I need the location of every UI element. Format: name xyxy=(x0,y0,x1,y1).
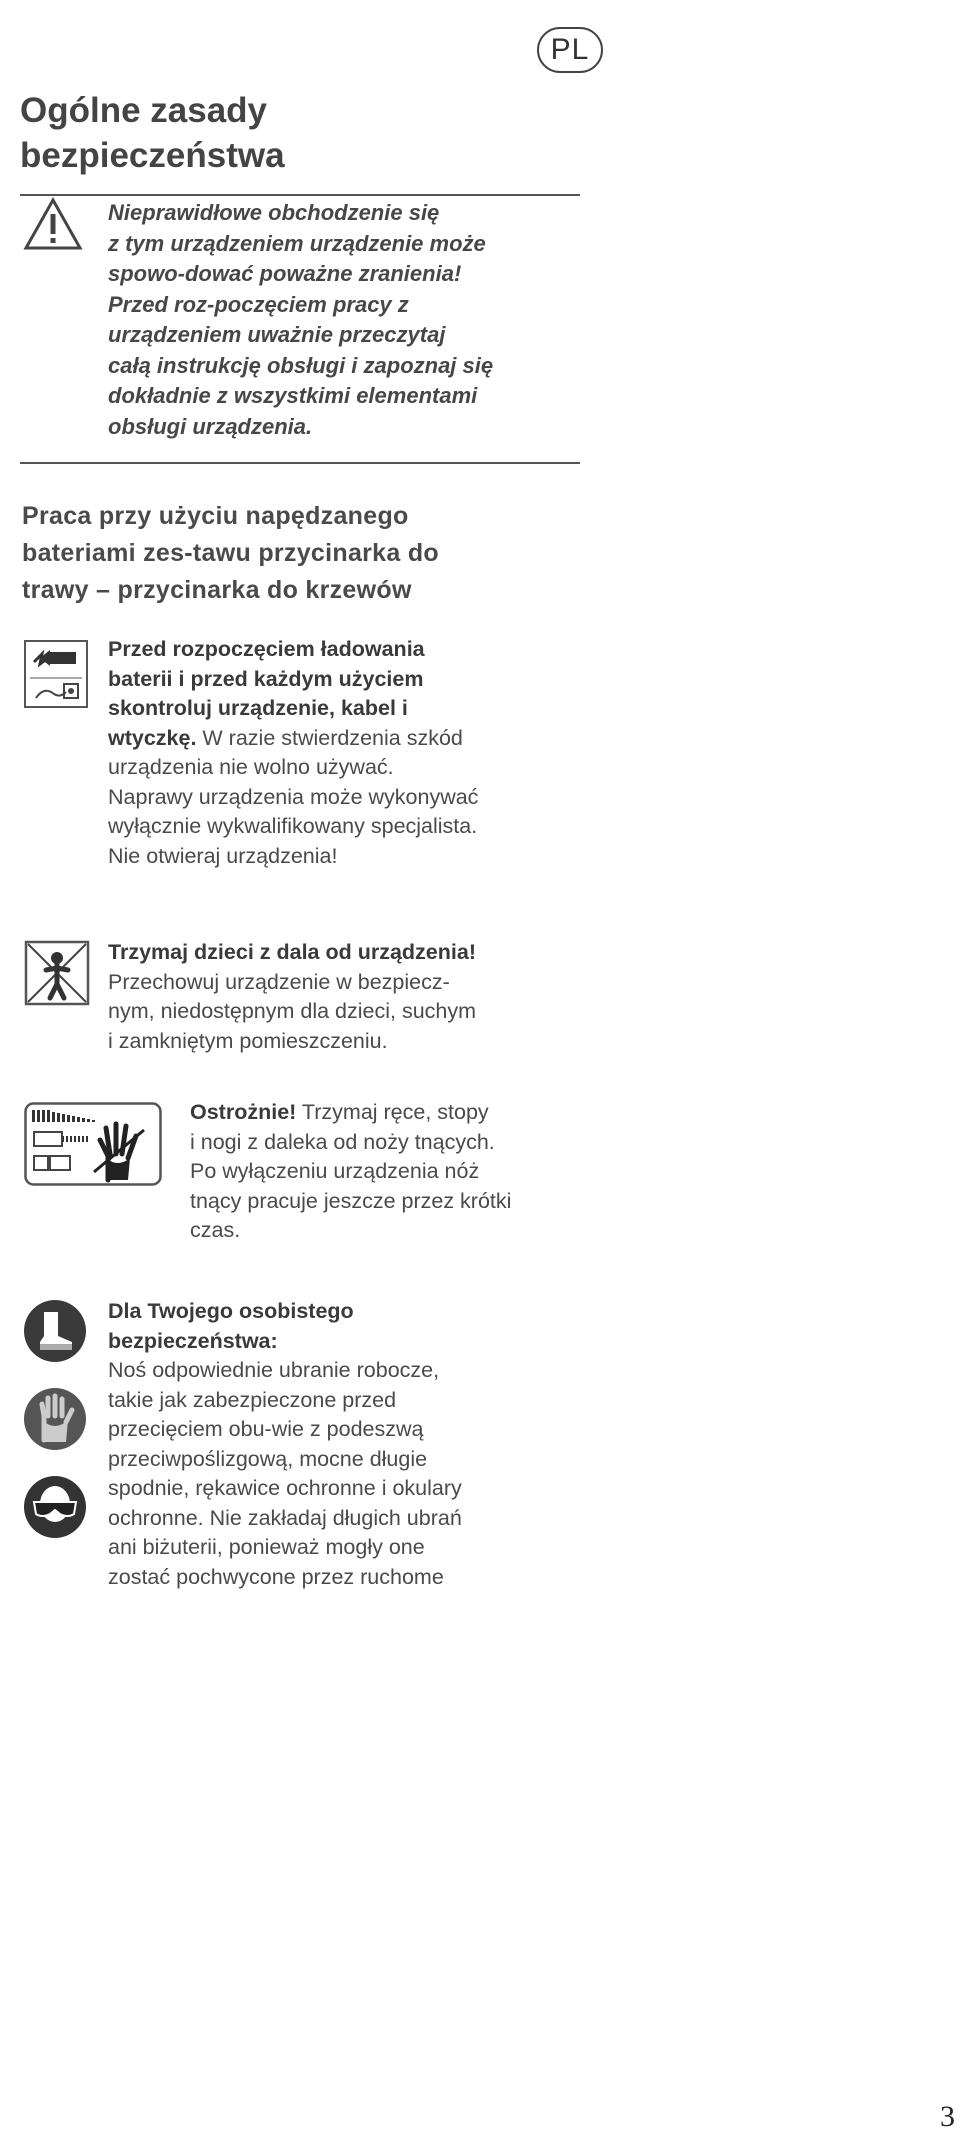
bold-line: skontroluj urządzenie, kabel i xyxy=(108,696,408,720)
heading-line: bateriami zes-tawu przycinarka do xyxy=(22,539,439,567)
heading-line: trawy – przycinarka do krzewów xyxy=(22,576,412,604)
device-check-block xyxy=(108,635,598,871)
blade-warning-block xyxy=(190,1098,600,1246)
inline-text: W razie stwierdzenia szkód xyxy=(196,725,463,750)
warning-line: całą instrukcję obsługi i zapoznaj się xyxy=(108,352,494,378)
divider-top xyxy=(20,194,580,196)
block-line xyxy=(108,665,598,695)
warning-line: z tym urządzeniem urządzenie może xyxy=(108,230,486,256)
title-line: bezpieczeństwa xyxy=(20,136,285,175)
block-line: spodnie, rękawice ochronne i okulary xyxy=(108,1476,462,1500)
inline-text: Trzymaj ręce, stopy xyxy=(296,1100,489,1124)
block-line: przecięciem obu-wie z podeszwą xyxy=(108,1417,424,1441)
block-line xyxy=(108,1297,598,1327)
divider-bottom xyxy=(20,462,580,464)
bold-line: Dla Twojego osobistego xyxy=(108,1299,354,1323)
block-line: nym, niedostępnym dla dzieci, suchym xyxy=(108,999,477,1023)
page-number: 3 xyxy=(940,2100,955,2133)
block-line xyxy=(108,635,598,665)
warning-line: dokładnie z wszystkimi elementami xyxy=(108,383,478,408)
block-line xyxy=(190,1098,600,1128)
block-line: zostać pochwycone przez ruchome xyxy=(108,1564,444,1589)
blade-hazard-icon xyxy=(24,1102,162,1191)
page-title xyxy=(20,88,580,178)
bold-line: Przed rozpoczęciem ładowania xyxy=(108,637,425,661)
block-line: Noś odpowiednie ubranie robocze, xyxy=(108,1358,440,1382)
keep-children-away-icon xyxy=(24,940,90,1011)
protective-gloves-icon xyxy=(22,1386,88,1457)
heading-line: Praca przy użyciu napędzanego xyxy=(22,502,409,530)
warning-line: spowo-dować poważne zranienia! xyxy=(108,261,462,286)
bold-line: baterii i przed każdym użyciem xyxy=(108,666,424,691)
warning-line: urządzeniem uważnie przeczytaj xyxy=(108,322,446,347)
block-line: i zamkniętym pomieszczeniu. xyxy=(108,1028,388,1053)
bold-lead: wtyczkę. xyxy=(108,725,197,750)
block-line: takie jak zabezpieczone przed xyxy=(108,1387,397,1412)
block-line: czas. xyxy=(190,1218,241,1242)
safety-warning xyxy=(108,198,588,442)
block-line xyxy=(108,1327,598,1357)
block-line: Naprawy urządzenia może wykonywać xyxy=(108,784,479,809)
bold-line: bezpieczeństwa: xyxy=(108,1328,278,1353)
language-badge: PL xyxy=(537,27,603,73)
bold-lead: Trzymaj dzieci z dala od urządzenia! xyxy=(108,940,476,964)
warning-line: Nieprawidłowe obchodzenie się xyxy=(108,200,440,225)
block-line: urządzenia nie wolno używać. xyxy=(108,755,394,779)
safety-glasses-icon xyxy=(22,1474,88,1545)
warning-line: Przed roz-poczęciem pracy z xyxy=(108,291,409,317)
children-warning-block xyxy=(108,938,598,1056)
block-line: ani biżuterii, ponieważ mogły one xyxy=(108,1535,425,1559)
inspect-device-icon xyxy=(24,640,88,708)
warning-triangle-icon xyxy=(22,196,84,257)
block-line: Przechowuj urządzenie w bezpiecz- xyxy=(108,969,450,994)
block-line: Po wyłączeniu urządzenia nóż xyxy=(190,1159,480,1183)
warning-line: obsługi urządzenia. xyxy=(108,413,313,439)
block-line xyxy=(108,724,598,754)
block-line xyxy=(108,694,598,724)
block-line: przeciwpoślizgową, mocne długie xyxy=(108,1446,428,1471)
ppe-block xyxy=(108,1297,598,1592)
block-line: ochronne. Nie zakładaj długich ubrań xyxy=(108,1505,462,1530)
block-line: i nogi z daleka od noży tnących. xyxy=(190,1129,495,1154)
block-line: Nie otwieraj urządzenia! xyxy=(108,843,338,868)
safety-boots-icon xyxy=(22,1298,88,1369)
bold-lead: Ostrożnie! xyxy=(190,1100,297,1124)
block-line: tnący pracuje jeszcze przez krótki xyxy=(190,1188,512,1213)
section-heading xyxy=(22,498,582,609)
title-line: Ogólne zasady xyxy=(20,91,268,130)
block-line xyxy=(108,938,598,968)
block-line: wyłącznie wykwalifikowany specjalista. xyxy=(108,814,478,838)
